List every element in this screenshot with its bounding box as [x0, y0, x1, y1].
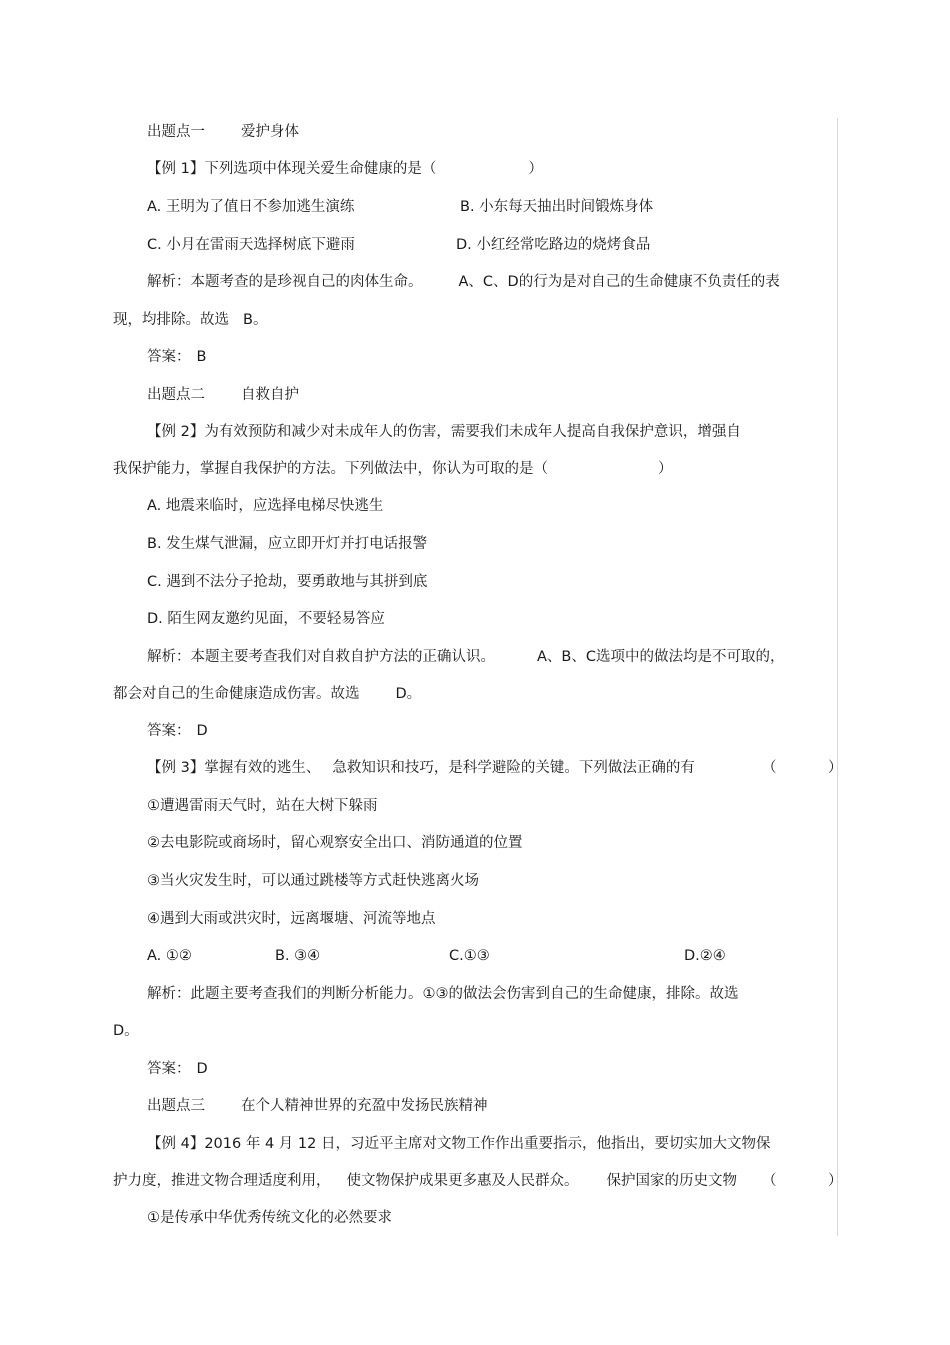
- example-2-option-a: A. 地震来临时，应选择电梯尽快逃生: [147, 498, 384, 514]
- example-3-bracket-open: （: [762, 760, 777, 776]
- example-1-option-d: D. 小红经常吃路边的烧烤食品: [456, 237, 651, 253]
- example-2-option-d: D. 陌生网友邀约见面，不要轻易答应: [147, 611, 385, 627]
- example-2-question-cont: 我保护能力，掌握自我保护的方法。下列做法中，你认为可取的是（ ）: [113, 461, 673, 477]
- example-3-statement-1: ①遭遇雷雨天气时，站在大树下躲雨: [147, 798, 378, 814]
- example-1-option-b: B. 小东每天抽出时间锻炼身体: [460, 199, 654, 215]
- example-3-option-b: B. ③④: [275, 948, 321, 964]
- example-4-bracket-close: ）: [828, 1173, 843, 1189]
- example-3-answer: 答案： D: [147, 1061, 208, 1077]
- example-1-analysis: 解析：本题考查的是珍视自己的肉体生命。 A、C、D的行为是对自己的生命健康不负责任的表: [147, 274, 780, 290]
- example-3-statement-2: ②去电影院或商场时，留心观察安全出口、消防通道的位置: [147, 835, 523, 851]
- example-3-option-a: A. ①②: [147, 948, 192, 964]
- example-3-statement-4: ④遇到大雨或洪灾时，远离堰塘、河流等地点: [147, 911, 436, 927]
- example-1-answer: 答案： B: [147, 349, 207, 365]
- example-3-statement-3: ③当火灾发生时，可以通过跳楼等方式赶快逃离火场: [147, 873, 479, 889]
- example-1-analysis-cont: 现，均排除。故选 B。: [113, 312, 268, 328]
- example-2-option-c: C. 遇到不法分子抢劫，要勇敢地与其拼到底: [147, 574, 428, 590]
- section-heading-2: 出题点二 自救自护: [147, 387, 299, 403]
- example-2-answer: 答案： D: [147, 723, 208, 739]
- example-2-analysis: 解析：本题主要考查我们对自救自护方法的正确认识。 A、B、C选项中的做法均是不可取的，: [147, 649, 785, 665]
- example-3-option-c: C.①③: [449, 948, 490, 964]
- right-margin-rule: [837, 118, 838, 1236]
- example-3-bracket-close: ）: [828, 760, 843, 776]
- example-2-question: 【例 2】为有效预防和减少对未成年人的伤害，需要我们未成年人提高自我保护意识，增强自: [147, 424, 741, 440]
- example-4-question-cont: 护力度，推进文物合理适度利用， 使文物保护成果更多惠及人民群众。 保护国家的历史文物: [113, 1173, 737, 1189]
- section-heading-3: 出题点三 在个人精神世界的充盈中发扬民族精神: [147, 1098, 488, 1114]
- example-1-option-c: C. 小月在雷雨天选择树底下避雨: [147, 237, 355, 253]
- example-2-option-b: B. 发生煤气泄漏，应立即开灯并打电话报警: [147, 536, 428, 552]
- example-4-statement-1: ①是传承中华优秀传统文化的必然要求: [147, 1210, 392, 1226]
- example-4-question: 【例 4】2016 年 4 月 12 日，习近平主席对文物工作作出重要指示，他指出，要切实加大文物保: [147, 1136, 771, 1152]
- example-3-option-d: D.②④: [684, 948, 726, 964]
- example-3-analysis: 解析：此题主要考查我们的判断分析能力。①③的做法会伤害到自己的生命健康，排除。故选: [147, 986, 739, 1002]
- example-1-question: 【例 1】下列选项中体现关爱生命健康的是（ ）: [147, 161, 543, 177]
- section-heading-1: 出题点一 爱护身体: [147, 124, 299, 140]
- example-3-analysis-cont: D。: [113, 1023, 139, 1039]
- example-2-analysis-cont: 都会对自己的生命健康造成伤害。故选 D。: [113, 686, 422, 702]
- example-4-bracket-open: （: [762, 1173, 777, 1189]
- example-3-question: 【例 3】掌握有效的逃生、 急救知识和技巧，是科学避险的关键。下列做法正确的有: [147, 760, 695, 776]
- example-1-option-a: A. 王明为了值日不参加逃生演练: [147, 199, 355, 215]
